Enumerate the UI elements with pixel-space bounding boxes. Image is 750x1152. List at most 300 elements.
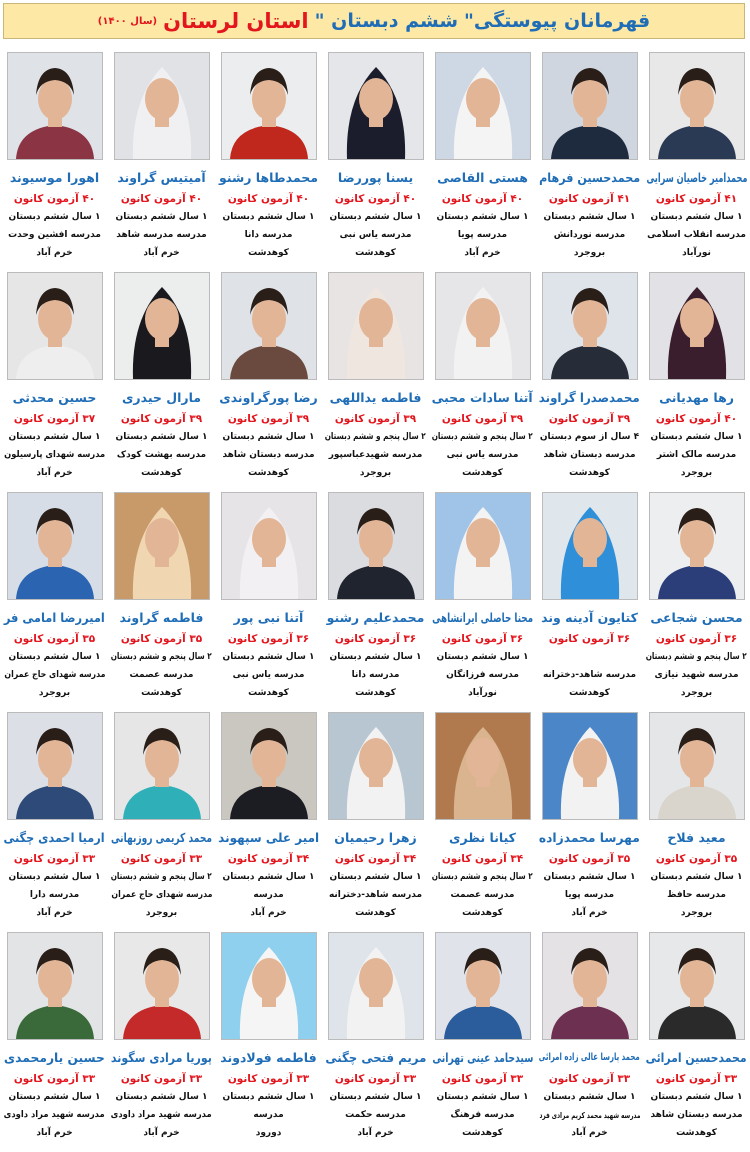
student-card — [643, 52, 750, 272]
student-school-row — [647, 229, 746, 242]
student-card — [536, 52, 643, 272]
student-name: کیانا نظری — [449, 830, 516, 845]
student-years: ۱ سال ششم دبستان — [115, 432, 208, 442]
student-school-row — [30, 889, 79, 902]
student-years: ۱ سال ششم دبستان — [329, 872, 422, 882]
student-score-row — [549, 852, 630, 866]
student-years: ۱ سال ششم دبستان — [650, 1092, 743, 1102]
student-name: محمدصدرا گراوند — [539, 390, 640, 405]
student-school-row — [543, 669, 636, 682]
student-photo — [435, 272, 531, 380]
student-city: کوهدشت — [569, 688, 610, 698]
student-school-row — [446, 669, 519, 682]
student-city-row — [146, 907, 177, 920]
student-name-row — [643, 170, 750, 186]
student-school: مدرسه بهشت کودک — [116, 450, 207, 460]
student-school-row — [458, 229, 507, 242]
student-years: ۱ سال ششم دبستان — [329, 1092, 422, 1102]
student-portrait-icon — [329, 713, 423, 819]
student-portrait-icon — [8, 493, 102, 599]
student-score: ۳۵ آزمون کانون — [13, 633, 96, 645]
student-card — [322, 932, 429, 1152]
student-name: سیدحامد عینی تهرانی — [432, 1050, 533, 1065]
student-score: ۳۳ آزمون کانون — [227, 1073, 310, 1085]
student-score: ۴۱ آزمون کانون — [655, 193, 738, 205]
student-school-row — [130, 669, 194, 682]
student-card — [536, 272, 643, 492]
student-name-row — [117, 170, 205, 186]
student-years: ۱ سال ششم دبستان — [543, 212, 636, 222]
student-name-row — [536, 1050, 643, 1066]
student-school-row — [650, 1109, 742, 1122]
student-score-row — [14, 632, 95, 646]
student-score-row — [335, 852, 416, 866]
student-city: کوهدشت — [248, 248, 289, 258]
student-name-row — [13, 390, 97, 406]
student-city-row — [250, 907, 286, 920]
student-name-row — [1, 830, 108, 846]
student-school: مدرسه یاس نبی — [446, 450, 519, 460]
student-city-row — [248, 467, 289, 480]
student-years: ۱ سال ششم دبستان — [436, 1092, 529, 1102]
student-name: امیر علی سپهوند — [218, 830, 319, 845]
student-school-row — [253, 1109, 283, 1122]
student-city-row — [681, 687, 712, 700]
student-years: ۱ سال ششم دبستان — [222, 1092, 315, 1102]
student-card — [1, 712, 108, 932]
student-school: مدرسه یاس نبی — [339, 230, 412, 240]
student-portrait-icon — [650, 273, 744, 379]
student-score: ۳۳ آزمون کانون — [441, 1073, 524, 1085]
student-city-row — [36, 1127, 72, 1140]
student-name-row — [659, 390, 734, 406]
student-score-row — [228, 852, 309, 866]
student-card — [108, 932, 215, 1152]
student-photo — [328, 52, 424, 160]
student-years-row — [108, 651, 215, 664]
student-portrait-icon — [650, 933, 744, 1039]
student-school-row — [1, 449, 108, 462]
student-score: ۴۰ آزمون کانون — [13, 193, 96, 205]
student-school: مدرسه فرزانگان — [446, 670, 519, 680]
student-years-row — [223, 211, 315, 224]
student-name-row — [437, 170, 528, 186]
student-years: ۱ سال ششم دبستان — [650, 432, 743, 442]
student-city-row — [681, 467, 712, 480]
student-name: آتنا سادات محبی — [432, 390, 534, 405]
student-name: فاطمه یداللهی — [329, 390, 422, 405]
student-school-row — [117, 449, 206, 462]
student-portrait-icon — [543, 273, 637, 379]
student-years: ۱ سال ششم دبستان — [650, 872, 743, 882]
student-card — [215, 712, 322, 932]
student-score-row — [335, 192, 416, 206]
student-school-row — [108, 1109, 215, 1122]
student-school-row — [352, 669, 400, 682]
student-score: ۳۳ آزمون کانون — [655, 1073, 738, 1085]
student-card — [429, 272, 536, 492]
student-photo — [7, 52, 103, 160]
student-years: ۱ سال ششم دبستان — [650, 212, 743, 222]
student-portrait-icon — [543, 933, 637, 1039]
student-score: ۳۹ آزمون کانون — [120, 413, 203, 425]
student-years: ۱ سال ششم دبستان — [115, 212, 208, 222]
student-name: فاطمه گراوند — [119, 610, 204, 625]
student-score-row — [121, 852, 202, 866]
student-name-row — [327, 610, 425, 626]
student-name: مهرسا محمدزاده — [539, 830, 641, 845]
students-grid — [0, 52, 750, 1152]
student-city-row — [571, 907, 607, 920]
student-city-row — [141, 687, 182, 700]
student-portrait-icon — [650, 53, 744, 159]
student-school: مدرسه دانا — [351, 670, 400, 680]
student-score-row — [549, 192, 630, 206]
student-photo — [649, 932, 745, 1040]
student-school: مدرسه شهید محمد کریم مرادی فرد — [538, 1111, 641, 1120]
student-score: ۳۹ آزمون کانون — [227, 413, 310, 425]
student-photo — [7, 932, 103, 1040]
student-photo — [221, 272, 317, 380]
poster-header — [3, 3, 745, 39]
student-score: ۳۶ آزمون کانون — [655, 633, 738, 645]
student-years-row — [643, 651, 750, 664]
student-name-row — [1, 610, 108, 626]
student-score-row — [121, 632, 202, 646]
student-school: مدرسه شاهد-دخترانه — [328, 890, 423, 900]
student-name-row — [216, 830, 321, 846]
student-school: مدرسه دبستان شاهد — [222, 450, 315, 460]
student-photo — [435, 52, 531, 160]
student-portrait-icon — [543, 493, 637, 599]
student-score-row — [656, 632, 737, 646]
student-score: ۳۶ آزمون کانون — [334, 633, 417, 645]
student-years: ۱ سال ششم دبستان — [8, 1092, 101, 1102]
student-city-row — [462, 1127, 503, 1140]
student-photo — [328, 272, 424, 380]
student-school-row — [654, 669, 738, 682]
student-school-row — [116, 229, 206, 242]
student-name-row — [431, 390, 533, 406]
header-year: (سال ۱۴۰۰) — [97, 15, 158, 27]
student-name-row — [108, 1050, 215, 1066]
student-school-row — [447, 449, 519, 462]
student-score: ۳۳ آزمون کانون — [548, 1073, 631, 1085]
student-school: مدرسه مالک اشتر — [656, 450, 737, 460]
student-city-row — [355, 247, 396, 260]
student-card — [429, 52, 536, 272]
student-score-row — [656, 852, 737, 866]
student-years-row — [116, 211, 208, 224]
student-school-row — [329, 889, 422, 902]
student-years: ۱ سال ششم دبستان — [8, 872, 101, 882]
student-score: ۳۳ آزمون کانون — [13, 1073, 96, 1085]
student-city-row — [676, 1127, 717, 1140]
student-city: بروجرد — [680, 908, 713, 918]
student-years: ۱ سال ششم دبستان — [8, 652, 101, 662]
student-score: ۳۴ آزمون کانون — [441, 853, 524, 865]
student-city: خرم آباد — [36, 468, 73, 478]
student-school: مدرسه یاس نبی — [232, 670, 305, 680]
student-school: مدرسه دانا — [244, 230, 293, 240]
student-school-row — [1, 1109, 108, 1122]
student-city: خرم آباد — [36, 248, 73, 258]
student-photo — [114, 712, 210, 820]
student-photo — [542, 492, 638, 600]
header-title-grade: ششم دبستان " — [314, 10, 459, 32]
student-portrait-icon — [329, 273, 423, 379]
student-city-row — [248, 687, 289, 700]
student-school: مدرسه دارا — [29, 890, 80, 900]
student-portrait-icon — [329, 933, 423, 1039]
student-name: آمیتیس گراوند — [117, 170, 206, 185]
student-name: محمدحسین فرهام — [538, 170, 641, 185]
student-photo — [221, 712, 317, 820]
student-score-row — [121, 192, 202, 206]
student-city-row — [569, 467, 610, 480]
student-card — [1, 932, 108, 1152]
student-school: مدرسه پویا — [564, 890, 615, 900]
student-portrait-icon — [543, 53, 637, 159]
student-school: مدرسه شهید مراد داودی — [3, 1110, 106, 1120]
student-name: محمدطاها رشنو — [219, 170, 318, 185]
student-score: ۳۳ آزمون کانون — [120, 1073, 203, 1085]
student-city: کوهدشت — [355, 688, 396, 698]
student-portrait-icon — [222, 933, 316, 1039]
student-score-row — [335, 412, 416, 426]
student-name-row — [219, 170, 318, 186]
student-score-row — [656, 1072, 737, 1086]
student-city: بروجرد — [38, 688, 71, 698]
student-years: ۱ سال ششم دبستان — [222, 432, 315, 442]
student-name-row — [120, 610, 204, 626]
student-years: ۴ سال از سوم دبستان — [539, 432, 640, 442]
student-score-row — [549, 1072, 630, 1086]
student-school-row — [345, 1109, 406, 1122]
student-photo — [649, 712, 745, 820]
student-card — [643, 712, 750, 932]
student-card — [536, 712, 643, 932]
student-years-row — [544, 211, 636, 224]
student-card — [108, 712, 215, 932]
student-city: خرم آباد — [357, 1128, 394, 1138]
student-name-row — [108, 830, 215, 846]
student-school-row — [8, 229, 101, 242]
student-photo — [114, 272, 210, 380]
student-years-row — [330, 211, 422, 224]
student-city: بروجرد — [680, 468, 713, 478]
student-name: محمدعلیم رشنو — [326, 610, 425, 625]
student-city: کوهدشت — [569, 468, 610, 478]
student-photo — [7, 712, 103, 820]
student-city-row — [468, 687, 497, 700]
student-city: دورود — [255, 1128, 282, 1138]
student-city-row — [36, 467, 72, 480]
student-portrait-icon — [222, 493, 316, 599]
student-name-row — [643, 1050, 750, 1066]
student-portrait-icon — [115, 713, 209, 819]
student-score: ۳۴ آزمون کانون — [334, 853, 417, 865]
student-photo — [221, 932, 317, 1040]
student-card — [1, 52, 108, 272]
student-years: ۱ سال ششم دبستان — [222, 872, 315, 882]
student-years-row — [429, 431, 536, 444]
student-years-row — [544, 1091, 636, 1104]
student-name: محنا حاصلی ایرانشاهی — [432, 610, 533, 625]
student-portrait-icon — [650, 713, 744, 819]
student-portrait-icon — [8, 713, 102, 819]
student-city: خرم آباد — [250, 908, 287, 918]
student-city-row — [357, 1127, 393, 1140]
student-city: کوهدشت — [141, 688, 182, 698]
student-years: ۲ سال پنجم و ششم دبستان — [432, 432, 533, 442]
student-name: یسنا پوررضا — [337, 170, 414, 185]
student-card — [322, 712, 429, 932]
student-photo — [7, 272, 103, 380]
student-name: مریم فتحی چگنی — [324, 1050, 427, 1065]
student-name: هستی القاصی — [437, 170, 528, 185]
student-school: مدرسه شاهد-دخترانه — [542, 670, 637, 680]
student-name: فاطمه فولادوند — [220, 1050, 317, 1065]
student-portrait-icon — [115, 273, 209, 379]
student-years: ۱ سال ششم دبستان — [8, 432, 101, 442]
student-city: بروجرد — [680, 688, 713, 698]
student-name: حسین یارمحمدی — [4, 1050, 105, 1065]
student-school: مدرسه — [253, 1110, 284, 1120]
student-card — [108, 52, 215, 272]
student-portrait-icon — [8, 53, 102, 159]
student-score-row — [14, 192, 95, 206]
student-school-row — [543, 449, 635, 462]
student-name: محمد پارسا عالی زاده امرائی — [538, 1052, 640, 1063]
student-years-row — [9, 871, 101, 884]
student-name: زهرا رحیمیان — [334, 830, 417, 845]
student-city-row — [248, 247, 289, 260]
student-name-row — [429, 610, 536, 626]
student-school-row — [253, 889, 283, 902]
student-score-row — [549, 632, 630, 646]
student-photo — [435, 492, 531, 600]
student-card — [643, 932, 750, 1152]
student-photo — [542, 272, 638, 380]
student-photo — [435, 932, 531, 1040]
student-name: اهورا موسیوند — [9, 170, 100, 185]
student-name: محسن شجاعی — [650, 610, 743, 625]
student-years: ۱ سال ششم دبستان — [543, 872, 636, 882]
student-name-row — [334, 830, 416, 846]
student-city-row — [141, 467, 182, 480]
student-years-row — [437, 1091, 529, 1104]
student-name: محمدحسین امرائی — [646, 1050, 747, 1065]
student-score: ۳۳ آزمون کانون — [334, 1073, 417, 1085]
student-card — [643, 492, 750, 712]
student-portrait-icon — [222, 53, 316, 159]
student-score: ۴۰ آزمون کانون — [227, 193, 310, 205]
student-portrait-icon — [115, 493, 209, 599]
student-years: ۲ سال پنجم و ششم دبستان — [111, 652, 212, 662]
student-name: محمدامیر خاصیان سرایی — [646, 170, 747, 185]
student-years-row — [9, 211, 101, 224]
student-score-row — [549, 412, 630, 426]
student-score-row — [442, 192, 523, 206]
student-years-row — [330, 651, 422, 664]
student-years-row — [223, 431, 315, 444]
student-portrait-icon — [436, 273, 530, 379]
student-photo — [542, 52, 638, 160]
student-school-row — [340, 229, 412, 242]
student-school: مدرسه دبستان شاهد — [650, 1110, 743, 1120]
student-score-row — [121, 412, 202, 426]
student-score-row — [228, 1072, 309, 1086]
student-city-row — [464, 247, 500, 260]
student-city: خرم آباد — [571, 1128, 608, 1138]
student-photo — [649, 272, 745, 380]
student-school-row — [245, 229, 293, 242]
student-school: مدرسه شهدای حاج عمران — [3, 670, 106, 680]
student-score: ۴۱ آزمون کانون — [548, 193, 631, 205]
student-school-row — [554, 229, 625, 242]
student-school: مدرسه شهیدعباسپور — [328, 450, 423, 460]
student-school: مدرسه حافظ — [667, 890, 726, 900]
student-photo — [328, 932, 424, 1040]
student-name-row — [338, 170, 413, 186]
student-card — [429, 932, 536, 1152]
student-years: ۱ سال ششم دبستان — [222, 212, 315, 222]
student-card — [215, 492, 322, 712]
student-name-row — [10, 170, 99, 186]
student-school-row — [1, 669, 108, 682]
student-card — [1, 492, 108, 712]
student-years: ۱ سال ششم دبستان — [436, 212, 529, 222]
student-school: مدرسه شهید مراد داودی — [110, 1110, 213, 1120]
student-years: ۱ سال ششم دبستان — [543, 1092, 636, 1102]
student-card — [322, 272, 429, 492]
student-name-row — [429, 1050, 536, 1066]
student-school: مدرسه نوردانش — [553, 230, 626, 240]
student-name: رها مهدیانی — [659, 390, 734, 405]
student-portrait-icon — [329, 53, 423, 159]
student-score-row — [335, 1072, 416, 1086]
student-city-row — [360, 467, 391, 480]
student-years: ۲ سال پنجم و ششم دبستان — [111, 872, 212, 882]
student-name-row — [667, 830, 725, 846]
student-years-row — [9, 431, 101, 444]
student-years-row — [223, 871, 315, 884]
student-city-row — [355, 687, 396, 700]
student-score: ۳۹ آزمون کانون — [441, 413, 524, 425]
student-score: ۳۶ آزمون کانون — [441, 633, 524, 645]
student-score: ۴۰ آزمون کانون — [334, 193, 417, 205]
student-portrait-icon — [8, 273, 102, 379]
student-city-row — [143, 247, 179, 260]
student-portrait-icon — [8, 933, 102, 1039]
student-name: مارال حیدری — [121, 390, 202, 405]
student-score: ۳۵ آزمون کانون — [548, 853, 631, 865]
student-name: رضا پورگراوندی — [219, 390, 318, 405]
student-school: مدرسه عصمت — [450, 890, 515, 900]
student-school-row — [222, 449, 314, 462]
student-photo — [649, 492, 745, 600]
student-score: ۴۰ آزمون کانون — [441, 193, 524, 205]
student-years: ۱ سال ششم دبستان — [329, 652, 422, 662]
student-score: ۳۹ آزمون کانون — [334, 413, 417, 425]
student-city: بروجرد — [145, 908, 178, 918]
student-score-row — [228, 632, 309, 646]
student-photo — [114, 492, 210, 600]
student-city: خرم آباد — [571, 908, 608, 918]
student-years-row — [9, 651, 101, 664]
student-city-row — [462, 467, 503, 480]
